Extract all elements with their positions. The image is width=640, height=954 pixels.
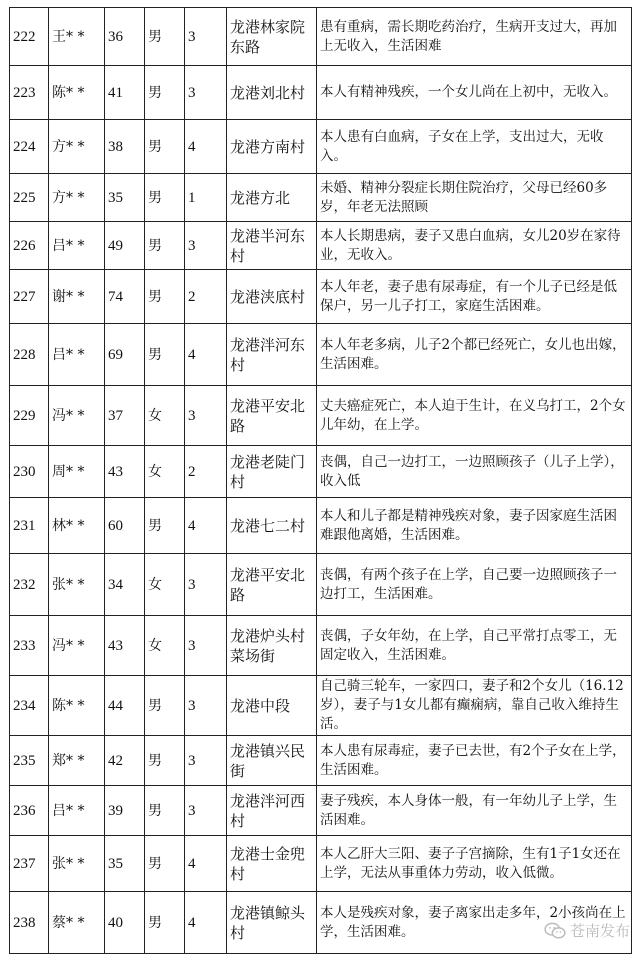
household-size: 3 [185,786,227,836]
address: 龙港方南村 [227,120,317,174]
hardship-reason: 妻子残疾，本人身体一般，有一年幼儿子上学，生活困难。 [317,786,632,836]
table-row [10,324,632,386]
applicant-age: 37 [105,386,145,446]
household-size: 2 [185,446,227,498]
applicant-sex: 男 [145,324,185,386]
applicant-name: 吕* * [49,324,105,386]
table-row [10,892,632,954]
applicant-sex: 男 [145,174,185,222]
hardship-reason: 本人长期患病，妻子又患白血病，女儿20岁在家待业，无收入。 [317,222,632,270]
address: 龙港镇鲸头村 [227,892,317,954]
applicant-name: 方* * [49,120,105,174]
household-size: 3 [185,8,227,66]
household-size: 4 [185,120,227,174]
watermark-text: 苍南发布 [569,922,630,940]
applicant-age: 35 [105,836,145,892]
hardship-reason: 本人有精神残疾，一个女儿尚在上初中，无收入。 [317,66,632,120]
applicant-age: 39 [105,786,145,836]
table-row [10,446,632,498]
hardship-reason: 本人和儿子都是精神残疾对象，妻子因家庭生活困难跟他离婚，生活困难。 [317,498,632,554]
applicant-sex: 男 [145,270,185,324]
applicant-name: 陈* * [49,676,105,736]
hardship-reason: 患有重病，需长期吃药治疗，生病开支过大，再加上无收入，生活困难 [317,8,632,66]
applicant-name: 谢* * [49,270,105,324]
hardship-reason: 本人是残疾对象，妻子离家出走多年，2小孩尚在上学，生活困难。 [317,892,632,954]
address: 龙港林家院东路 [227,8,317,66]
applicant-age: 69 [105,324,145,386]
applicant-sex: 男 [145,8,185,66]
address: 龙港七二村 [227,498,317,554]
table-row [10,836,632,892]
applicant-name: 冯* * [49,616,105,676]
household-size: 3 [185,222,227,270]
row-number: 229 [10,386,49,446]
household-size: 4 [185,324,227,386]
hardship-reason: 本人患有白血病，子女在上学，支出过大，无收入。 [317,120,632,174]
applicant-age: 44 [105,676,145,736]
table-row [10,676,632,736]
applicant-name: 冯* * [49,386,105,446]
table-row [10,554,632,616]
household-size: 2 [185,270,227,324]
table-row [10,66,632,120]
row-number: 238 [10,892,49,954]
hardship-reason: 本人乙肝大三阳、妻子子宫摘除，生有1子1女还在上学，无法从事重体力劳动，收入低微。 [317,836,632,892]
row-number: 234 [10,676,49,736]
applicant-sex: 女 [145,446,185,498]
applicant-age: 43 [105,446,145,498]
table-body [10,8,632,954]
table-row [10,174,632,222]
applicant-age: 34 [105,554,145,616]
address: 龙港中段 [227,676,317,736]
table-row [10,120,632,174]
household-size: 3 [185,616,227,676]
applicant-sex: 男 [145,66,185,120]
applicant-age: 36 [105,8,145,66]
address: 龙港半河东村 [227,222,317,270]
address: 龙港方北 [227,174,317,222]
applicant-sex: 男 [145,786,185,836]
row-number: 225 [10,174,49,222]
table-row [10,222,632,270]
applicant-name: 王* * [49,8,105,66]
applicant-age: 60 [105,498,145,554]
address: 龙港士金兜村 [227,836,317,892]
applicant-name: 吕* * [49,786,105,836]
row-number: 230 [10,446,49,498]
applicant-age: 43 [105,616,145,676]
household-size: 3 [185,736,227,786]
row-number: 226 [10,222,49,270]
address: 龙港泮河东村 [227,324,317,386]
address: 龙港炉头村菜场街 [227,616,317,676]
applicant-name: 周* * [49,446,105,498]
hardship-reason: 丧偶，自己一边打工，一边照顾孩子（儿子上学），收入低 [317,446,632,498]
row-number: 223 [10,66,49,120]
household-size: 4 [185,892,227,954]
household-size: 3 [185,66,227,120]
applicant-name: 郑* * [49,736,105,786]
row-number: 236 [10,786,49,836]
row-number: 224 [10,120,49,174]
household-size: 4 [185,498,227,554]
applicant-name: 张* * [49,554,105,616]
household-size: 3 [185,676,227,736]
row-number: 222 [10,8,49,66]
applicant-age: 40 [105,892,145,954]
applicant-sex: 女 [145,554,185,616]
table-row [10,270,632,324]
address: 龙港老陡门村 [227,446,317,498]
applicant-name: 方* * [49,174,105,222]
applicant-sex: 女 [145,386,185,446]
hardship-reason: 丧偶，有两个孩子在上学，自己要一边照顾孩子一边打工，生活困难。 [317,554,632,616]
row-number: 227 [10,270,49,324]
address: 龙港刘北村 [227,66,317,120]
address: 龙港平安北路 [227,386,317,446]
applicant-age: 41 [105,66,145,120]
address: 龙港泮河西村 [227,786,317,836]
household-size: 1 [185,174,227,222]
household-size: 4 [185,836,227,892]
row-number: 237 [10,836,49,892]
table-row [10,8,632,66]
applicant-sex: 男 [145,120,185,174]
applicant-sex: 女 [145,616,185,676]
address: 龙港浃底村 [227,270,317,324]
hardship-reason: 丧偶，子女年幼，在上学，自己平常打点零工，无固定收入，生活困难。 [317,616,632,676]
applicant-sex: 男 [145,222,185,270]
applicant-name: 林* * [49,498,105,554]
applicant-table [9,7,632,954]
row-number: 231 [10,498,49,554]
table-row [10,498,632,554]
table-row [10,786,632,836]
table-row [10,736,632,786]
row-number: 233 [10,616,49,676]
wechat-icon [544,922,566,940]
applicant-sex: 男 [145,676,185,736]
applicant-name: 张* * [49,836,105,892]
watermark [544,920,630,941]
address: 龙港镇兴民街 [227,736,317,786]
hardship-reason: 本人年老，妻子患有尿毒症，有一个儿子已经是低保户，另一儿子打工，家庭生活困难。 [317,270,632,324]
applicant-age: 42 [105,736,145,786]
hardship-reason: 自己骑三轮车，一家四口，妻子和2个女儿（16.12岁），妻子与1女儿都有癫痫病，靠自己收入维持生活。 [317,676,632,736]
applicant-age: 74 [105,270,145,324]
table-row [10,616,632,676]
hardship-reason: 本人年老多病，儿子2个都已经死亡，女儿也出嫁，生活困难。 [317,324,632,386]
table-row [10,386,632,446]
row-number: 232 [10,554,49,616]
applicant-name: 陈* * [49,66,105,120]
hardship-reason: 本人患有尿毒症，妻子已去世，有2个子女在上学，生活困难。 [317,736,632,786]
applicant-sex: 男 [145,498,185,554]
address: 龙港平安北路 [227,554,317,616]
applicant-age: 35 [105,174,145,222]
household-size: 3 [185,386,227,446]
applicant-sex: 男 [145,736,185,786]
applicant-sex: 男 [145,892,185,954]
row-number: 235 [10,736,49,786]
applicant-sex: 男 [145,836,185,892]
household-size: 3 [185,554,227,616]
hardship-reason: 未婚、精神分裂症长期住院治疗，父母已经60多岁，年老无法照顾 [317,174,632,222]
applicant-age: 38 [105,120,145,174]
row-number: 228 [10,324,49,386]
applicant-name: 吕* * [49,222,105,270]
applicant-name: 蔡* * [49,892,105,954]
applicant-age: 49 [105,222,145,270]
hardship-reason: 丈夫癌症死亡，本人迫于生计，在义乌打工，2个女儿年幼，在上学。 [317,386,632,446]
